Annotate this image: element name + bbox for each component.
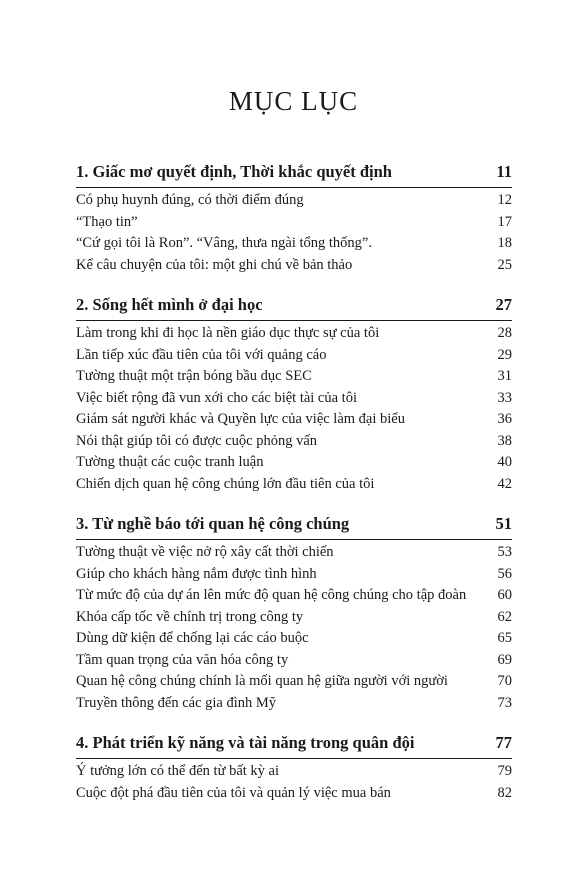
chapter-2 bbox=[76, 295, 512, 497]
entry-label: Tường thuật các cuộc tranh luận bbox=[76, 454, 264, 470]
chapter-title: 4. Phát triển kỹ năng và tài năng trong quân đội bbox=[76, 733, 415, 752]
toc-entry bbox=[76, 785, 512, 807]
entry-page-number: 17 bbox=[497, 213, 512, 230]
entry-label: Có phụ huynh đúng, có thời điểm đúng bbox=[76, 192, 304, 208]
toc-entry bbox=[76, 763, 512, 785]
entry-page-number: 29 bbox=[497, 346, 512, 363]
toc-entry bbox=[76, 192, 512, 214]
chapter-heading bbox=[76, 733, 512, 759]
chapter-page-number: 11 bbox=[496, 162, 512, 181]
entry-page-number: 25 bbox=[497, 256, 512, 273]
toc-entry bbox=[76, 695, 512, 717]
chapter-title: 3. Từ nghề báo tới quan hệ công chúng bbox=[76, 514, 350, 533]
toc-entry bbox=[76, 476, 512, 498]
toc-entry bbox=[76, 630, 512, 652]
entry-page-number: 18 bbox=[497, 235, 512, 251]
entry-label: Từ mức độ của dự án lên mức độ quan hệ công chúng cho tập đoàn bbox=[76, 587, 467, 603]
entry-page-number: 40 bbox=[497, 454, 512, 470]
entry-page-number: 82 bbox=[497, 784, 512, 801]
entry-page-number: 38 bbox=[497, 432, 512, 449]
entry-page-number: 69 bbox=[497, 651, 512, 668]
chapter-4 bbox=[76, 733, 512, 806]
entry-label: Cuộc đột phá đầu tiên của tôi và quản lý việc mua bán bbox=[76, 784, 391, 801]
entry-label: Tường thuật một trận bóng bầu dục SEC bbox=[76, 368, 312, 384]
toc-entry bbox=[76, 587, 512, 609]
toc-entry bbox=[76, 235, 512, 257]
chapter-page-number: 51 bbox=[495, 514, 512, 533]
toc-entry bbox=[76, 390, 512, 412]
chapter-heading bbox=[76, 295, 512, 321]
entry-page-number: 33 bbox=[497, 389, 512, 406]
entry-label: Truyền thông đến các gia đình Mỹ bbox=[76, 694, 277, 711]
entry-page-number: 53 bbox=[497, 544, 512, 560]
entry-label: Giám sát người khác và Quyền lực của việc làm đại biểu bbox=[76, 411, 405, 427]
entry-page-number: 62 bbox=[497, 608, 512, 625]
toc-entry bbox=[76, 454, 512, 476]
entry-page-number: 70 bbox=[497, 673, 512, 689]
entry-label: “Cứ gọi tôi là Ron”. “Vâng, thưa ngài tổng thống”. bbox=[76, 235, 372, 251]
toc-entry bbox=[76, 652, 512, 674]
toc-entry bbox=[76, 609, 512, 631]
entry-label: Dùng dữ kiện để chống lại các cáo buộc bbox=[76, 630, 309, 646]
toc-entry bbox=[76, 325, 512, 347]
toc-entry bbox=[76, 214, 512, 236]
toc-entry bbox=[76, 544, 512, 566]
table-of-contents bbox=[76, 162, 512, 823]
entry-page-number: 79 bbox=[497, 763, 512, 779]
toc-entry bbox=[76, 566, 512, 588]
entry-label: Kể câu chuyện của tôi: một ghi chú về bản thảo bbox=[76, 256, 353, 273]
chapter-title: 2. Sống hết mình ở đại học bbox=[76, 295, 263, 314]
chapter-title: 1. Giấc mơ quyết định, Thời khắc quyết định bbox=[76, 162, 392, 181]
entry-page-number: 65 bbox=[497, 630, 512, 646]
chapter-page-number: 27 bbox=[495, 295, 512, 314]
chapter-heading bbox=[76, 162, 512, 188]
toc-entry bbox=[76, 347, 512, 369]
entry-label: Giúp cho khách hàng nắm được tình hình bbox=[76, 565, 317, 582]
toc-entry bbox=[76, 673, 512, 695]
entry-page-number: 42 bbox=[497, 475, 512, 492]
entry-label: “Thạo tin” bbox=[76, 213, 138, 230]
entry-label: Làm trong khi đi học là nền giáo dục thực sự của tôi bbox=[76, 325, 380, 341]
entry-label: Chiến dịch quan hệ công chúng lớn đầu tiên của tôi bbox=[76, 475, 375, 492]
entry-page-number: 28 bbox=[497, 325, 512, 341]
entry-label: Quan hệ công chúng chính là mối quan hệ giữa người với người bbox=[76, 673, 448, 689]
entry-label: Tầm quan trọng của văn hóa công ty bbox=[76, 651, 289, 668]
entry-page-number: 56 bbox=[497, 565, 512, 582]
entry-label: Việc biết rộng đã vun xới cho các biệt tài của tôi bbox=[76, 389, 357, 406]
chapter-3 bbox=[76, 514, 512, 716]
entry-label: Nói thật giúp tôi có được cuộc phỏng vấn bbox=[76, 432, 318, 449]
entry-label: Ý tưởng lớn có thể đến từ bất kỳ ai bbox=[76, 763, 279, 779]
toc-entry bbox=[76, 433, 512, 455]
toc-entry bbox=[76, 257, 512, 279]
toc-entry bbox=[76, 368, 512, 390]
page-title: MỤC LỤC bbox=[228, 86, 359, 116]
chapter-1 bbox=[76, 162, 512, 278]
entry-page-number: 12 bbox=[497, 192, 512, 208]
entry-label: Tường thuật về việc nở rộ xây cất thời chiến bbox=[76, 544, 334, 560]
entry-page-number: 31 bbox=[497, 368, 512, 384]
entry-page-number: 73 bbox=[497, 694, 512, 711]
entry-page-number: 60 bbox=[497, 587, 512, 603]
entry-page-number: 36 bbox=[497, 411, 512, 427]
chapter-page-number: 77 bbox=[495, 733, 512, 752]
entry-label: Khóa cấp tốc về chính trị trong công ty bbox=[76, 608, 304, 625]
toc-entry bbox=[76, 411, 512, 433]
chapter-heading bbox=[76, 514, 512, 540]
entry-label: Lần tiếp xúc đầu tiên của tôi với quảng cáo bbox=[76, 346, 327, 363]
